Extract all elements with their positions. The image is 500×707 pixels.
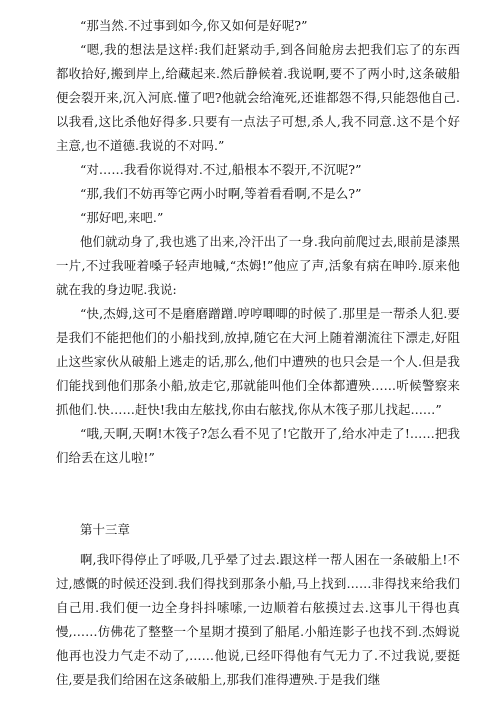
paragraph: 啊,我吓得停止了呼吸,几乎晕了过去.跟这样一帮人困在一条破船上!不过,感慨的时候还没到.我们得找到那条小船,马上找到……非得找来给我们自己用.我们便一边全身抖抖嗦嗦,一边顺着右舷摸过去.这事儿干得也真慢,……仿佛花了整整一个星期才摸到了船尾.小船连影子也找不到.杰姆说他再也没力气走不动了,……他说,已经吓得他有气无力了.不过我说,要挺住,要是我们给困在这条破船上,那我们准得遭殃.于是我们继 <box>56 552 460 687</box>
paragraph: “那当然.不过事到如今,你又如何是好呢?” <box>80 18 308 33</box>
section-spacer <box>56 470 460 518</box>
paragraph: “那好吧,来吧.” <box>80 210 164 225</box>
paragraph: “对……我看你说得对.不过,船根本不裂开,不沉呢?” <box>80 162 362 177</box>
paragraph: “哦,天啊,天啊!木筏子?怎么看不见了!它散开了,给水冲走了!……把我们给丢在这儿啦!” <box>56 426 460 465</box>
chapter-heading: 第十三章 <box>80 522 130 537</box>
paragraph: “快,杰姆,这可不是磨磨蹭蹭.哼哼唧唧的时候了.那里是一帮杀人犯.要是我们不能把他们的小船找到,放掉,随它在大河上随着潮流往下漂走,好阻止这些家伙从破船上逃走的话,那么,他们中遭殃的也只会是一个人.但是我们能找到他们那条小船,放走它,那就能叫他们全体都遭殃……听候警察来抓他们.快……赶快!我由左舷找,你由右舷找,你从木筏子那儿找起……” <box>56 306 460 417</box>
paragraph: “嗯,我的想法是这样:我们赶紧动手,到各间舱房去把我们忘了的东西都收拾好,搬到岸上,给藏起来.然后静候着.我说啊,要不了两小时,这条破船便会裂开来,沉入河底.懂了吧?他就会给淹死,还谁都怨不得,只能怨他自己.以我看,这比杀他好得多.只要有一点法子可想,杀人,我不同意.这不是个好主意,也不道德.我说的不对吗.” <box>56 42 460 153</box>
paragraph: 他们就动身了,我也逃了出来,冷汗出了一身.我向前爬过去,眼前是漆黑一片,不过我哑着嗓子轻声地喊,“杰姆!”他应了声,活象有病在呻吟.原来他就在我的身边呢.我说: <box>56 234 460 297</box>
paragraph: “那,我们不妨再等它两小时啊,等着看看啊,不是么?” <box>80 186 362 201</box>
